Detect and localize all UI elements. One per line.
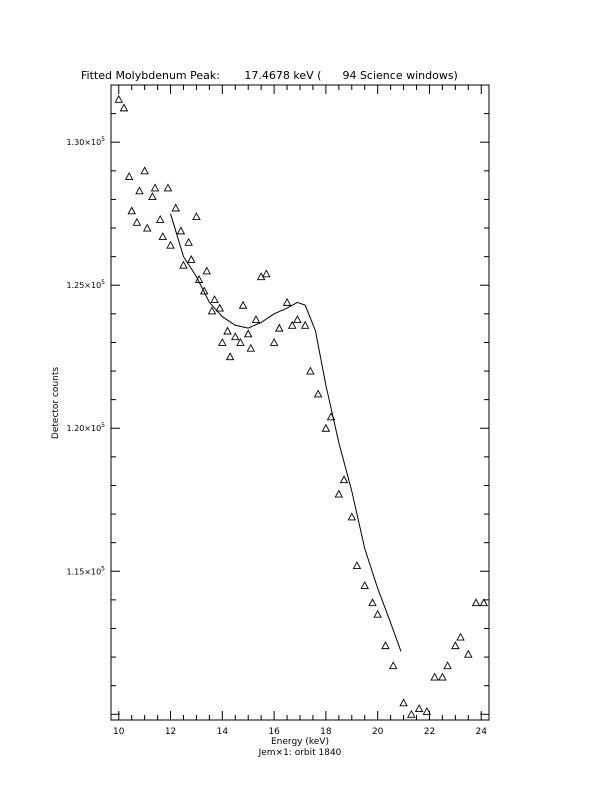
data-points [115, 96, 487, 717]
data-point [322, 425, 329, 432]
data-point [185, 239, 192, 246]
data-point [369, 599, 376, 606]
data-point [245, 330, 252, 337]
data-point [144, 225, 151, 232]
data-point [211, 296, 218, 303]
y-axis-label: Detector counts [51, 366, 61, 440]
data-point [172, 204, 179, 211]
data-point [247, 345, 254, 352]
data-point [232, 333, 239, 340]
data-point [390, 662, 397, 669]
data-point [224, 327, 231, 334]
data-point [164, 184, 171, 191]
y-tick-label: $1.20\times 10^5$ [66, 422, 105, 434]
data-point [408, 711, 415, 718]
data-point [240, 302, 247, 309]
data-point [444, 662, 451, 669]
data-point [177, 227, 184, 234]
data-point [307, 368, 314, 375]
data-point [219, 339, 226, 346]
data-point [188, 256, 195, 263]
data-point [294, 316, 301, 323]
data-point [252, 316, 259, 323]
x-ticks [113, 85, 487, 737]
data-point [400, 699, 407, 706]
data-point [271, 339, 278, 346]
data-point [227, 353, 234, 360]
x-tick-label: 22 [423, 727, 436, 737]
x-tick-label: 12 [164, 727, 177, 737]
data-point [167, 242, 174, 249]
data-point [180, 262, 187, 269]
data-point [416, 705, 423, 712]
x-tick-label: 18 [320, 727, 332, 737]
x-tick-label: 10 [113, 727, 125, 737]
x-tick-label: 16 [268, 727, 280, 737]
data-point [361, 582, 368, 589]
data-point [157, 216, 164, 223]
data-point [263, 270, 270, 277]
data-point [452, 642, 459, 649]
y-tick-label: $1.15\times 10^5$ [66, 565, 105, 577]
data-point [193, 213, 200, 220]
data-point [159, 233, 166, 240]
data-point [284, 299, 291, 306]
data-point [348, 513, 355, 520]
data-point [465, 651, 472, 658]
data-point [473, 599, 480, 606]
data-point [276, 325, 283, 332]
data-point [133, 219, 140, 226]
data-point [457, 634, 464, 641]
data-point [315, 390, 322, 397]
x-axis-label: Energy (keV) [271, 737, 329, 747]
data-point [203, 267, 210, 274]
data-point [335, 491, 342, 498]
y-tick-label: $1.25\times 10^5$ [66, 279, 105, 291]
data-point [128, 207, 135, 214]
data-point [115, 96, 122, 103]
x-tick-label: 20 [371, 727, 384, 737]
data-point [341, 476, 348, 483]
data-point [126, 173, 133, 180]
x-tick-label: 14 [216, 727, 229, 737]
data-point [149, 193, 156, 200]
data-point [382, 642, 389, 649]
chart-title: Fitted Molybdenum Peak: 17.4678 keV ( 94 Science windows) [81, 69, 458, 82]
data-point [431, 674, 438, 681]
data-point [353, 562, 360, 569]
y-tick-label: $1.30\times 10^5$ [66, 136, 105, 148]
data-point [136, 187, 143, 194]
x-tick-label: 24 [475, 727, 487, 737]
data-point [374, 611, 381, 618]
data-point [302, 322, 309, 329]
data-point [216, 305, 223, 312]
data-point [120, 104, 127, 111]
data-point [141, 167, 148, 174]
data-point [439, 674, 446, 681]
chart-footer: Jem×1: orbit 1840 [258, 748, 342, 758]
plot-frame [111, 85, 489, 720]
data-point [152, 184, 159, 191]
